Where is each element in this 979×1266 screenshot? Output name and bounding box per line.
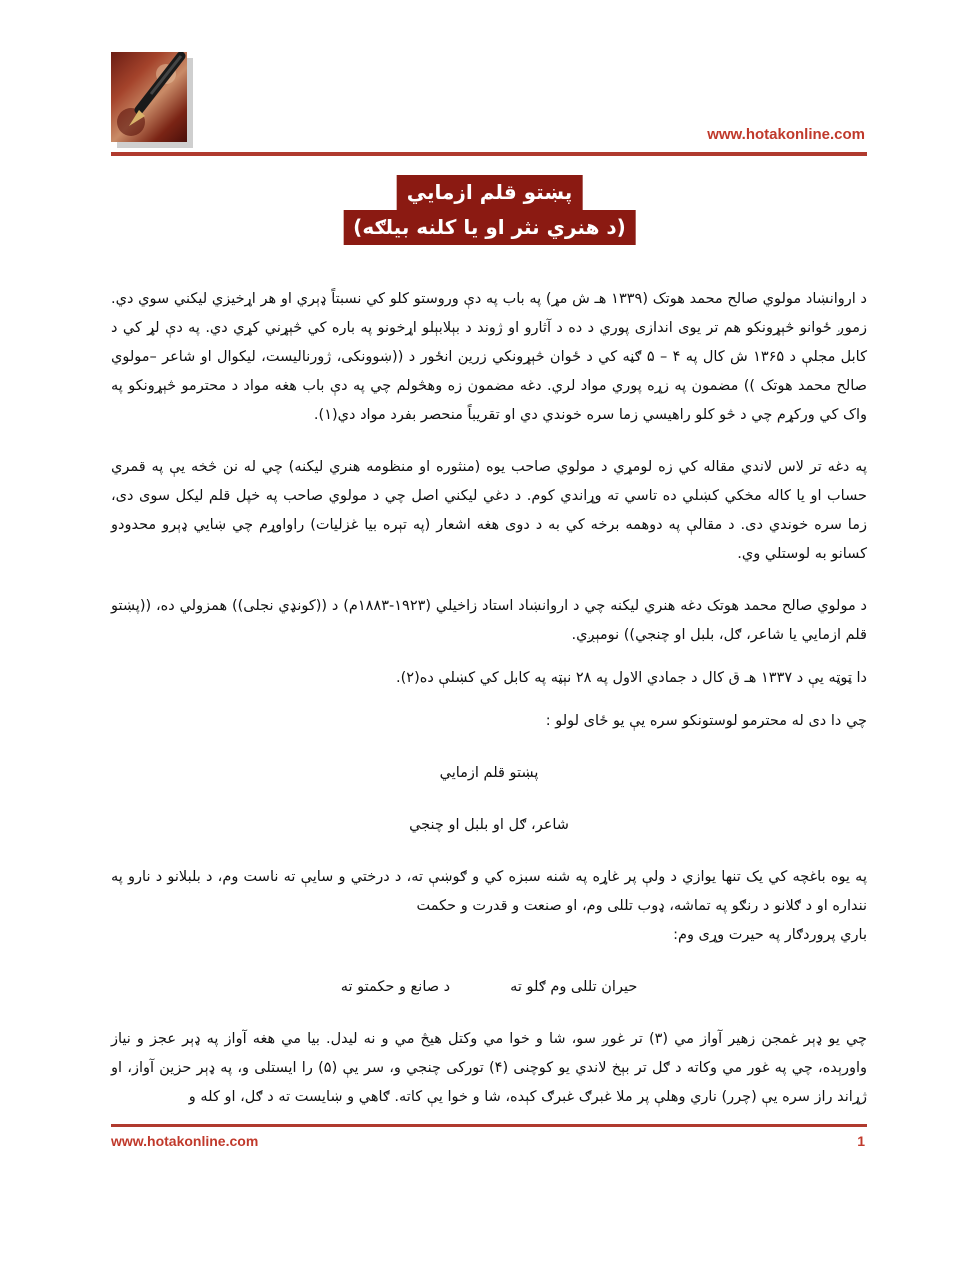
document-title	[343, 175, 636, 245]
paragraph-6-continued: باري پروردګار په حيرت وړى وم:	[673, 927, 867, 943]
paragraph-4: دا ټوټه يې د ۱۳۳۷ هـ ق کال د جمادي الاول په ۲۸ نېټه په کابل کي کښلې ده(۲).	[396, 670, 867, 686]
header-website-link[interactable]: www.hotakonline.com	[707, 126, 865, 143]
paragraph-2: په دغه تر لاس لاندي مقاله کي زه لومړي د مولوي صاحب يوه (منثوره او منظومه هنري ليکنه) چي له نن څخه يې په قمري حساب او يا کاله مخکي کښلي ده تاسي ته وړاندي کوم. د دغي ليکني اصل چي د مولوي صاحب په خپل قلم ليکل سوى دى، زما سره خوندي دى. د مقالې په دوهمه برخه کي به د دوى هغه اشعار (په تېره بيا غزليات) راواوړم چي ښايي ډېرو محدودو کسانو به لوستلي وي.	[111, 459, 867, 562]
article-body	[111, 285, 867, 1135]
fountain-pen-icon	[111, 52, 187, 142]
paragraph-1: د اروانښاد مولوي صالح محمد هوتک (۱۳۳۹ هـ ش مړ) په باب په دې وروستو کلو کي نسبتاً ډېري او هر اړخيزي ليکني سوي دي. زموږ ځوانو څېړونکو هم تر يوى اندازى پوري د ده د آثارو او ژوند د بېلابېلو اړخونو په باره کي څېړني کړي دي. په دې لړ کي د کابل مجلې د ۱۳۶۵ ش کال په ۴ – ۵ ګڼه کي د ځوان څېړونکي زرين انځور د ((ښوونکى، ژورناليست، ليکوال او شاعر –مولوي صالح محمد هوتک )) مضمون په زړه پوري مواد لري. دغه مضمون زه وهڅولم چي په دې باب هغه مواد د محترمو څېړونکو په واک کي ورکړم چي د څو کلو راهيسي زما سره خوندي دي او تقريباً منحصر بفرد مواد دي(۱).	[111, 291, 868, 423]
page-number: 1	[857, 1133, 865, 1149]
verse-line	[111, 973, 867, 1002]
paragraph-6: په يوه باغچه کي يک تنها يوازي د ولې پر غاړه په شنه سبزه کي و ګوښې ته، د درختي و سايې ته ناست وم، د بلبلانو د نارو په ننداره او د ګلانو د رنګو په تماشه، ډوب تللى وم، او صنعت و قدرت و حکمت	[111, 869, 867, 914]
title-line-1: پښتو قلم ازمايي	[397, 175, 582, 210]
footer-website-link[interactable]: www.hotakonline.com	[111, 1133, 259, 1149]
verse-hemistich-1: حيران تللى وم ګلو ته	[510, 979, 638, 995]
paragraph-7: چي يو ډېر غمجن زهير آواز مي (۳) تر غوږ سو، شا و خوا مي وکتل هيڅ مي و نه ليدل. بيا مي هغه آواز په ډېر عجز و نياز واورېده، چي په غور مي وکاته د ګل تر بېخ لاندي يو کوچنى (۴) تورکى چنجي و، سر يې (۵) را ايستلى و، په ډېر حزين آواز، او ژړاند راز سره يې (چرر) ناري وهلې پر ملا غبرګ غبرګ کېده، شا و خوا يې کاته. ګاهي و ښايست ته د ګل، او کله و	[111, 1031, 867, 1105]
pen-logo	[111, 52, 187, 142]
paragraph-3: د مولوي صالح محمد هوتک دغه هنري ليکنه چي د اروانښاد استاد زاخيلي (۱۹۲۳-۱۸۸۳م) د ((کونډي نجلى)) همزولي ده، ((پښتو قلم ازمايي يا شاعر، ګل، بلبل او چنجي)) نومېږي.	[111, 598, 868, 643]
verse-hemistich-2: د صانع و حکمتو ته	[340, 979, 451, 995]
poem-title: پښتو قلم ازمايي	[439, 765, 539, 781]
header-divider	[111, 152, 867, 156]
title-line-2: (د هنري نثر او يا کلنه بيلګه)	[343, 210, 636, 245]
footer-divider	[111, 1124, 867, 1127]
paragraph-5: چي دا دى له محترمو لوستونکو سره يې يو ځاى لولو :	[545, 713, 867, 729]
poem-subtitle: شاعر، ګل او بلبل او چنجي	[409, 817, 569, 833]
